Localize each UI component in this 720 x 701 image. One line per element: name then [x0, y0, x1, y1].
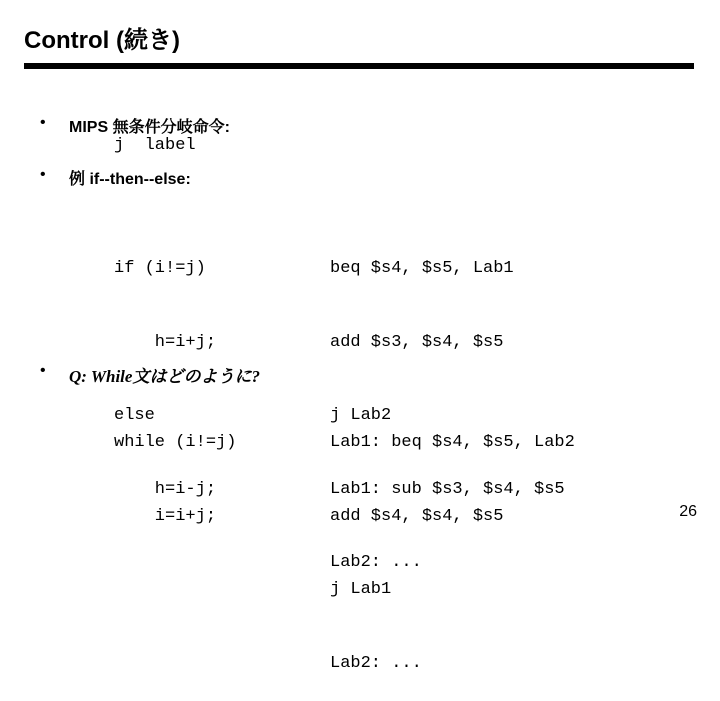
- bullet-marker: •: [40, 114, 46, 131]
- code-line: beq $s4, $s5, Lab1: [330, 259, 514, 278]
- code-line: add $s4, $s4, $s5: [330, 506, 504, 526]
- code-line: if (i!=j): [114, 259, 206, 278]
- jump-syntax-code: j label: [114, 136, 196, 155]
- while-source-code: [114, 382, 236, 554]
- bullet-text: MIPS 無条件分岐命令:: [69, 119, 230, 136]
- code-line: h=i+j;: [114, 332, 217, 352]
- code-line: while (i!=j): [114, 433, 237, 452]
- code-line: j Lab2: [330, 406, 392, 425]
- slide-title: Control (続き): [24, 27, 180, 54]
- code-line: i=i+j;: [114, 506, 217, 526]
- code-line: else: [114, 406, 155, 425]
- bullet-text: 例 if--then--else:: [69, 171, 191, 188]
- code-line: h=i-j;: [114, 479, 217, 499]
- code-line: Lab1: sub $s3, $s4, $s5: [330, 479, 565, 499]
- bullet-marker: •: [40, 362, 46, 379]
- code-line: j Lab1: [330, 580, 392, 599]
- while-assembly-code: [330, 382, 575, 701]
- code-line: add $s3, $s4, $s5: [330, 332, 504, 352]
- code-line: Lab1: beq $s4, $s5, Lab2: [330, 433, 575, 452]
- code-line: Lab2: ...: [330, 553, 422, 572]
- title-divider: [24, 63, 694, 69]
- bullet-marker: •: [40, 166, 46, 183]
- code-line: Lab2: ...: [330, 653, 422, 673]
- bullet-text: Q: While文はどのように?: [69, 367, 260, 386]
- page-number: 26: [679, 503, 697, 520]
